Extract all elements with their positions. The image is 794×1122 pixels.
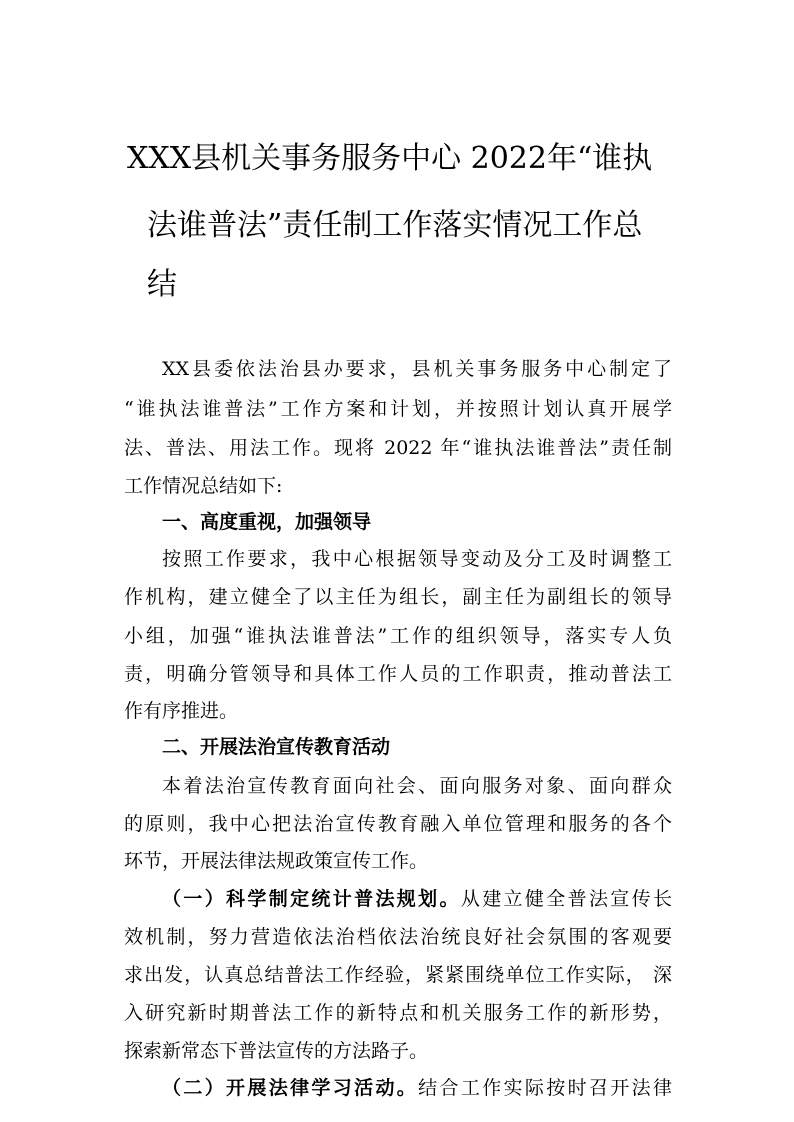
section-1-line: 责，明确分管领导和具体工作人员的工作职责，推动普法工 xyxy=(124,663,672,685)
subsection-1-line: 探索新常态下普法宣传的方法路子。 xyxy=(124,1040,429,1062)
subsection-1-line: 入研究新时期普法工作的新特点和机关服务工作的新形势， xyxy=(124,1002,672,1024)
section-1-line: 小组，加强“谁执法谁普法”工作的组织领导，落实专人负 xyxy=(124,625,672,647)
subsection-2-first-line xyxy=(162,1078,672,1098)
section-1-line: 作有序推进。 xyxy=(124,700,239,722)
subsection-1-line: 求出发，认真总结普法工作经验，紧紧围绕单位工作实际， 深 xyxy=(124,964,672,986)
title-line-3: 结 xyxy=(147,267,177,302)
section-1-heading: 一、高度重视，加强领导 xyxy=(162,511,372,533)
section-1-line: 作机构，建立健全了以主任为组长，副主任为副组长的领导 xyxy=(124,586,672,608)
subsection-1-first-line xyxy=(162,889,672,909)
subsection-2-lead: （二）开展法律学习活动。 xyxy=(162,1077,419,1099)
section-2-line: 本着法治宣传教育面向社会、面向服务对象、面向群众 xyxy=(162,775,672,797)
intro-line: 法、普法、用法工作。现将 2022 年“谁执法谁普法”责任制 xyxy=(124,437,672,459)
title-line-2: 法谁普法”责任制工作落实情况工作总 xyxy=(147,208,643,243)
section-1-line: 按照工作要求，我中心根据领导变动及分工及时调整工 xyxy=(162,548,672,570)
title-line-1: XXX县机关事务服务中心 2022年“谁执 xyxy=(127,141,653,176)
intro-line: “谁执法谁普法”工作方案和计划，并按照计划认真开展学 xyxy=(124,398,672,420)
section-2-line: 的原则，我中心把法治宣传教育融入单位管理和服务的各个 xyxy=(124,813,672,835)
subsection-1-first-rest: 从建立健全普法宣传长 xyxy=(460,888,672,910)
subsection-2-first-rest: 结合工作实际按时召开法律 xyxy=(418,1077,672,1099)
subsection-1-line: 效机制，努力营造依法治档依法治统良好社会氛围的客观要 xyxy=(124,926,672,948)
subsection-1-lead: （一）科学制定统计普法规划。 xyxy=(162,888,461,910)
intro-line: XX县委依法治县办要求，县机关事务服务中心制定了 xyxy=(162,358,672,380)
section-2-line: 环节，开展法律法规政策宣传工作。 xyxy=(124,850,429,872)
intro-line: 工作情况总结如下: xyxy=(124,475,283,497)
section-2-heading: 二、开展法治宣传教育活动 xyxy=(162,736,391,758)
